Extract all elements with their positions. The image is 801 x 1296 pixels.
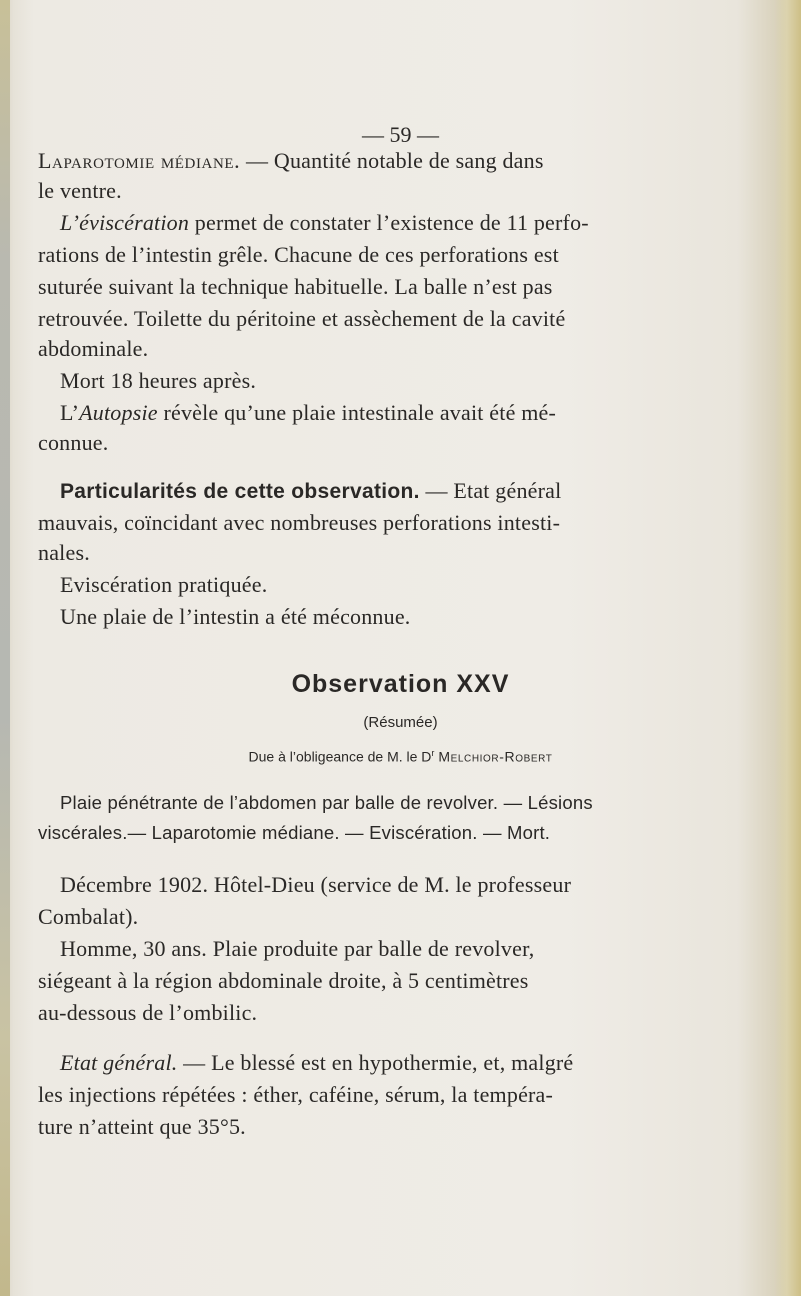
page-number: — 59 — (362, 122, 439, 147)
particularites-line-2: mauvais, coïncidant avec nombreuses perforations intesti- (38, 510, 561, 535)
paragraph-mort: Mort 18 heures après. (60, 368, 257, 393)
page-outer-edge (775, 0, 801, 1296)
particularites-line-4: Eviscération pratiquée. (60, 572, 268, 597)
particularites-text: — Etat général (419, 478, 562, 503)
summary-line-1: Plaie pénétrante de l’abdomen par balle de revolver. — Lésions (60, 792, 593, 813)
observation-subtitle: (Résumée) (363, 714, 438, 731)
paragraph-laparotomie-line-1 (38, 148, 544, 174)
summary-line-2: viscérales.— Laparotomie médiane. — Eviscération. — Mort. (38, 822, 551, 843)
case-line-1: Décembre 1902. Hôtel-Dieu (service de M. le professeur (60, 872, 572, 897)
particularites-line-5: Une plaie de l’intestin a été méconnue. (60, 604, 411, 629)
paragraph-evisceration-line-2: rations de l’intestin grêle. Chacune de ces perforations est (38, 242, 559, 267)
paragraph-autopsie-line-1 (60, 400, 556, 426)
observation-credit (0, 748, 801, 765)
observation-title: Observation XXV (291, 670, 510, 698)
credit-prefix: Due à l’obligeance de M. le D (248, 748, 432, 765)
etat-lead: Etat général. (60, 1050, 178, 1075)
etat-line-1 (60, 1050, 573, 1076)
case-line-3: Homme, 30 ans. Plaie produite par balle de revolver, (60, 936, 535, 961)
paragraph-laparotomie-line-2: le ventre. (38, 178, 122, 203)
autopsie-prefix: L’ (60, 400, 80, 425)
case-line-4: siégeant à la région abdominale droite, à 5 centimètres (38, 968, 529, 993)
page-binding-edge (0, 0, 10, 1296)
paragraph-autopsie-line-2: connue. (38, 430, 109, 455)
evisceration-lead: L’éviscération (60, 210, 190, 235)
particularites-heading: Particularités de cette observation. (60, 480, 420, 503)
particularites-line-3: nales. (38, 540, 90, 565)
particularites-line-1 (60, 478, 561, 504)
paragraph-evisceration-line-1 (60, 210, 589, 236)
laparotomie-lead: Laparotomie médiane. (38, 148, 241, 173)
autopsie-lead: Autopsie (79, 400, 158, 425)
etat-line-2: les injections répétées : éther, caféine, sérum, la tempéra- (38, 1082, 554, 1107)
etat-line-3: ture n’atteint que 35°5. (38, 1114, 246, 1139)
autopsie-text: révèle qu’une plaie intestinale avait été mé- (157, 400, 557, 425)
paragraph-evisceration-line-5: abdominale. (38, 336, 149, 361)
etat-text: — Le blessé est en hypothermie, et, malgré (177, 1050, 574, 1075)
case-line-5: au-dessous de l’ombilic. (38, 1000, 258, 1025)
case-line-2: Combalat). (38, 904, 139, 929)
credit-sup: r (431, 748, 435, 758)
paragraph-evisceration-line-3: suturée suivant la technique habituelle. La balle n’est pas (38, 274, 553, 299)
evisceration-text: permet de constater l’existence de 11 perfo- (189, 210, 589, 235)
credit-name: Melchior-Robert (438, 748, 553, 765)
laparotomie-text: — Quantité notable de sang dans (240, 148, 544, 173)
paragraph-evisceration-line-4: retrouvée. Toilette du péritoine et assèchement de la cavité (38, 306, 566, 331)
